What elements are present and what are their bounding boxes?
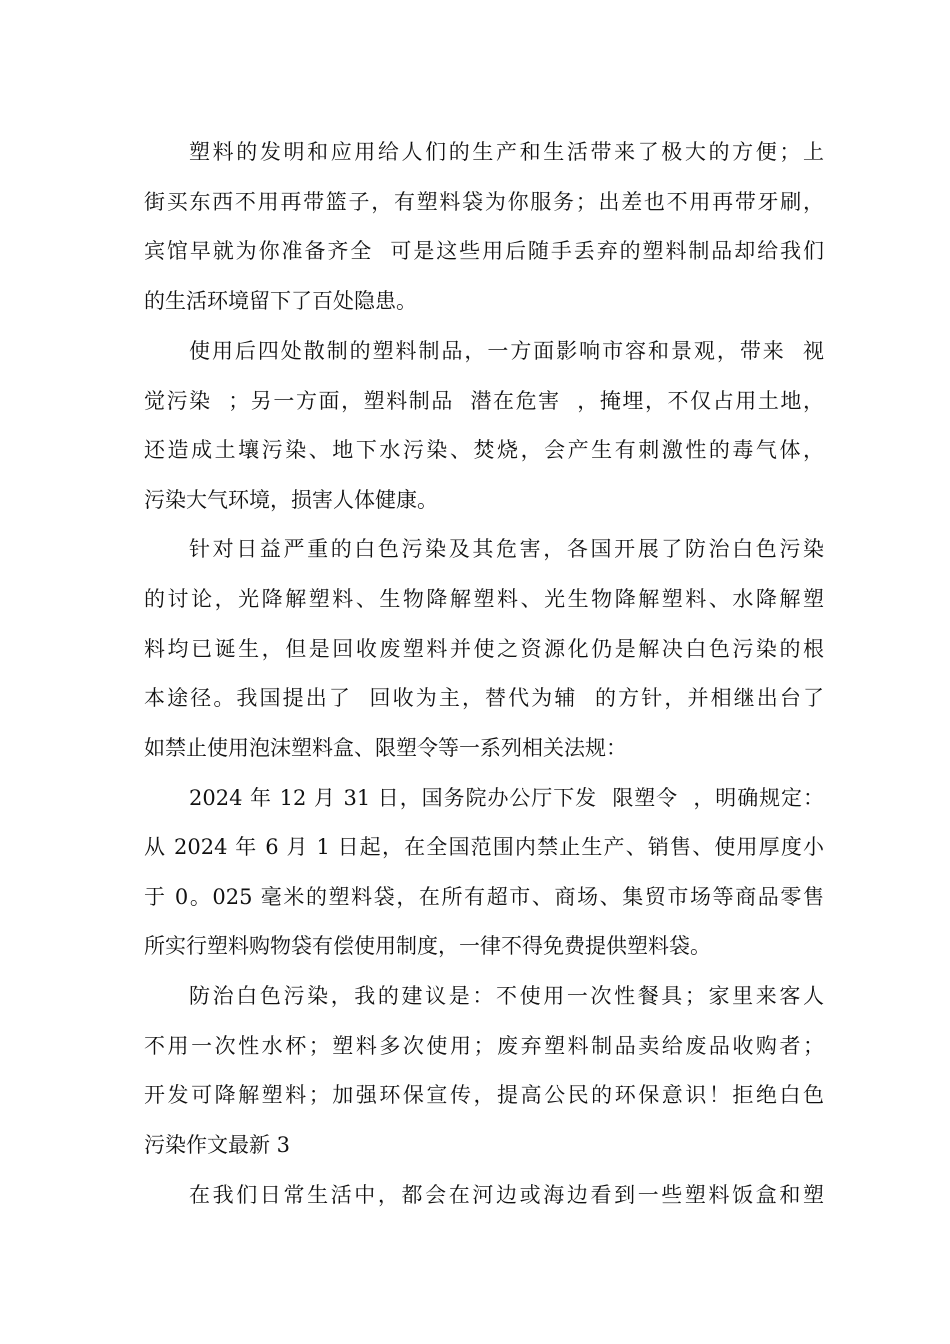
paragraph-2-line-1: 使用后四处散制的塑料制品，一方面影响市容和景观，带来 视 — [189, 339, 824, 363]
paragraph-1-line-1: 塑料的发明和应用给人们的生产和生活带来了极大的方便；上 — [189, 140, 824, 164]
paragraph-1-line-2: 街买东西不用再带篮子，有塑料袋为你服务；出差也不用再带牙刷， — [144, 190, 824, 214]
paragraph-5-line-3: 开发可降解塑料；加强环保宣传，提高公民的环保意识！拒绝白色 — [144, 1083, 824, 1107]
paragraph-1-line-3: 宾馆早就为你准备齐全 可是这些用后随手丢弃的塑料制品却给我们 — [144, 239, 824, 263]
paragraph-5-line-2: 不用一次性水杯；塑料多次使用；废弃塑料制品卖给废品收购者； — [144, 1034, 824, 1058]
paragraph-4-line-4: 所实行塑料购物袋有偿使用制度，一律不得免费提供塑料袋。 — [144, 934, 711, 958]
paragraph-2-line-2: 觉污染 ；另一方面，塑料制品 潜在危害 ，掩埋，不仅占用土地， — [144, 389, 824, 413]
paragraph-3-line-2: 的讨论，光降解塑料、生物降解塑料、光生物降解塑料、水降解塑 — [144, 587, 824, 611]
paragraph-4-line-1: 2024 年 12 月 31 日，国务院办公厅下发 限塑令 ，明确规定： — [189, 786, 824, 810]
paragraph-3-line-4: 本途径。我国提出了 回收为主，替代为辅 的方针，并相继出台了 — [144, 686, 824, 710]
paragraph-2-line-3: 还造成土壤污染、地下水污染、焚烧，会产生有刺激性的毒气体， — [144, 438, 824, 462]
paragraph-5-line-1: 防治白色污染，我的建议是：不使用一次性餐具；家里来客人 — [189, 984, 824, 1008]
paragraph-3-line-1: 针对日益严重的白色污染及其危害，各国开展了防治白色污染 — [189, 537, 824, 561]
paragraph-4-line-2: 从 2024 年 6 月 1 日起，在全国范围内禁止生产、销售、使用厚度小 — [144, 835, 824, 859]
paragraph-4-line-3: 于 0。025 毫米的塑料袋，在所有超市、商场、集贸市场等商品零售 — [144, 885, 824, 909]
paragraph-3-line-3: 料均已诞生，但是回收废塑料并使之资源化仍是解决白色污染的根 — [144, 637, 824, 661]
paragraph-2-line-4: 污染大气环境，损害人体健康。 — [144, 488, 438, 512]
paragraph-5-line-4: 污染作文最新 3 — [144, 1133, 291, 1157]
paragraph-6-line-1: 在我们日常生活中，都会在河边或海边看到一些塑料饭盒和塑 — [189, 1183, 824, 1207]
paragraph-1-line-4: 的生活环境留下了百处隐患。 — [144, 289, 417, 313]
paragraph-3-line-5: 如禁止使用泡沫塑料盒、限塑令等一系列相关法规： — [144, 736, 627, 760]
